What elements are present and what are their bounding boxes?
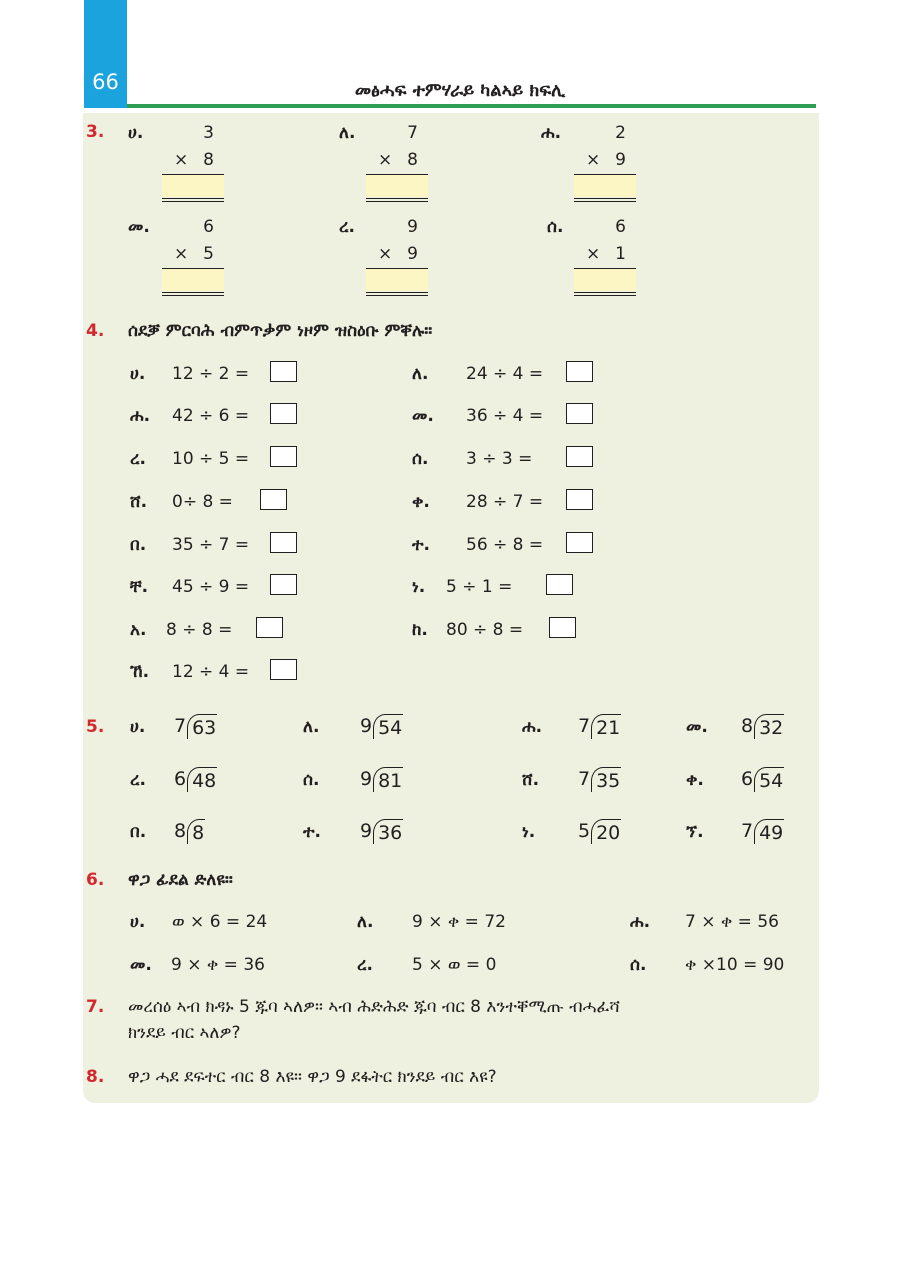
item-label: በ.: [130, 822, 147, 842]
long-division: [174, 764, 217, 794]
divisor: 7: [578, 715, 591, 737]
item-label: ረ.: [130, 449, 146, 469]
item-label: መ.: [412, 406, 434, 426]
long-division: [360, 816, 403, 846]
answer-box[interactable]: [270, 532, 297, 553]
answer-box[interactable]: [270, 574, 297, 595]
item-label: ኘ.: [686, 822, 704, 842]
item-label: ለ.: [303, 717, 320, 737]
item-label: ረ.: [130, 770, 146, 790]
multiplicand: 2: [615, 123, 626, 143]
dividend: 20: [591, 819, 621, 844]
dividend: 8: [187, 819, 205, 844]
item-label: ሐ.: [541, 123, 562, 143]
answer-box[interactable]: [270, 659, 297, 680]
divisor: 9: [360, 820, 373, 842]
item-label: ሀ.: [130, 717, 146, 737]
item-label: ነ.: [522, 822, 536, 842]
times-sign: ×: [378, 150, 393, 170]
long-division: [360, 711, 403, 741]
multiplication-item: [574, 123, 636, 203]
divisor: 7: [174, 715, 187, 737]
item-label: ቸ.: [130, 577, 149, 597]
dividend: 36: [373, 819, 403, 844]
question-number-8: 8.: [86, 1067, 105, 1087]
answer-box[interactable]: [260, 489, 287, 510]
item-label: ሀ.: [128, 123, 144, 143]
equation: 9 × ቀ = 36: [171, 955, 265, 975]
item-label: ሐ.: [522, 717, 543, 737]
question-instruction: ዋጋ ፊደል ድለዩ።: [128, 870, 233, 890]
division-expression: 36 ÷ 4 =: [466, 406, 544, 426]
multiplier: 1: [615, 244, 626, 264]
dividend: 63: [187, 714, 217, 739]
answer-box[interactable]: [270, 403, 297, 424]
item-label: ረ.: [357, 955, 373, 975]
item-label: አ.: [130, 620, 147, 640]
long-division: [578, 711, 621, 741]
long-division: [741, 816, 784, 846]
division-expression: 0÷ 8 =: [172, 492, 233, 512]
item-label: መ.: [686, 717, 708, 737]
division-expression: 24 ÷ 4 =: [466, 364, 544, 384]
division-expression: 8 ÷ 8 =: [166, 620, 233, 640]
multiplier: 9: [407, 244, 418, 264]
item-label: ኸ.: [130, 662, 150, 682]
division-expression: 12 ÷ 4 =: [172, 662, 250, 682]
item-label: ለ.: [357, 912, 374, 932]
item-label: ቀ.: [686, 770, 704, 790]
question-number-7: 7.: [86, 997, 105, 1017]
answer-box[interactable]: [256, 617, 283, 638]
item-label: ሰ.: [303, 770, 320, 790]
word-problem-line: ክንደይ ብር ኣለዎ?: [128, 1023, 241, 1043]
dividend: 32: [754, 714, 784, 739]
item-label: መ.: [128, 217, 150, 237]
item-label: ተ.: [303, 822, 321, 842]
divisor: 7: [578, 768, 591, 790]
question-instruction: ሰደቓ ምርባሕ ብምጥቃም ነዞም ዝስዕቡ ምቐሉ።: [128, 321, 433, 341]
item-label: መ.: [130, 955, 152, 975]
multiplicand: 7: [407, 123, 418, 143]
multiplicand: 9: [407, 217, 418, 237]
header-rule: [127, 104, 816, 108]
item-label: ነ.: [412, 577, 426, 597]
divisor: 5: [578, 820, 591, 842]
division-expression: 56 ÷ 8 =: [466, 535, 544, 555]
division-expression: 12 ÷ 2 =: [172, 364, 250, 384]
long-division: [578, 816, 621, 846]
multiplier: 8: [407, 150, 418, 170]
word-problem-line: መረሰዕ ኣብ ክዳኑ 5 ጁባ ኣለዎ። ኣብ ሕድሕድ ጁባ ብር 8 እንተቐሚጡ ብሓፈሻ: [128, 997, 620, 1017]
answer-field[interactable]: [366, 175, 428, 197]
division-expression: 45 ÷ 9 =: [172, 577, 250, 597]
divisor: 9: [360, 768, 373, 790]
answer-field[interactable]: [366, 269, 428, 291]
long-division: [360, 764, 403, 794]
answer-box[interactable]: [270, 361, 297, 382]
answer-field[interactable]: [574, 269, 636, 291]
equation: 5 × ወ = 0: [412, 955, 497, 975]
long-division: [741, 764, 784, 794]
page-number: 66: [92, 70, 119, 94]
answer-box[interactable]: [566, 489, 593, 510]
divisor: 8: [174, 820, 187, 842]
multiplier: 9: [615, 150, 626, 170]
dividend: 54: [373, 714, 403, 739]
item-label: ረ.: [339, 217, 355, 237]
word-problem: [128, 994, 620, 1046]
word-problem: ዋጋ ሓደ ደፍተር ብር 8 እዩ። ዋጋ 9 ደፋትር ክንደይ ብር እዩ?: [128, 1067, 497, 1087]
multiplication-item: [366, 123, 428, 203]
times-sign: ×: [174, 150, 189, 170]
multiplier: 8: [203, 150, 214, 170]
item-label: በ.: [130, 535, 147, 555]
answer-box[interactable]: [549, 617, 576, 638]
item-label: ተ.: [412, 535, 430, 555]
divisor: 9: [360, 715, 373, 737]
item-label: ከ.: [412, 620, 428, 640]
equation: 7 × ቀ = 56: [685, 912, 779, 932]
times-sign: ×: [174, 244, 189, 264]
item-label: ሀ.: [130, 364, 146, 384]
item-label: ሐ.: [130, 406, 151, 426]
answer-box[interactable]: [566, 532, 593, 553]
times-sign: ×: [586, 150, 601, 170]
question-number-5: 5.: [86, 717, 105, 737]
times-sign: ×: [378, 244, 393, 264]
item-label: ሀ.: [130, 912, 146, 932]
equation: 9 × ቀ = 72: [412, 912, 506, 932]
answer-field[interactable]: [162, 175, 224, 197]
multiplicand: 6: [203, 217, 214, 237]
question-number-6: 6.: [86, 870, 105, 890]
answer-box[interactable]: [566, 361, 593, 382]
dividend: 35: [591, 767, 621, 792]
answer-box[interactable]: [566, 403, 593, 424]
equation: ወ × 6 = 24: [172, 912, 268, 932]
dividend: 48: [187, 767, 217, 792]
page-title: መፅሓፍ ተምሃራይ ካልኣይ ክፍሊ: [354, 80, 566, 101]
item-label: ሰ.: [412, 449, 429, 469]
item-label: ሸ.: [130, 492, 148, 512]
multiplicand: 6: [615, 217, 626, 237]
answer-box[interactable]: [566, 446, 593, 467]
multiplication-item: [162, 123, 224, 203]
long-division: [174, 816, 205, 846]
dividend: 21: [591, 714, 621, 739]
division-expression: 42 ÷ 6 =: [172, 406, 250, 426]
dividend: 81: [373, 767, 403, 792]
dividend: 54: [754, 767, 784, 792]
division-expression: 3 ÷ 3 =: [466, 449, 533, 469]
equation: ቀ ×10 = 90: [685, 955, 785, 975]
long-division: [578, 764, 621, 794]
dividend: 49: [754, 819, 784, 844]
item-label: ለ.: [339, 123, 356, 143]
multiplier: 5: [203, 244, 214, 264]
division-expression: 80 ÷ 8 =: [446, 620, 524, 640]
item-label: ሰ.: [547, 217, 564, 237]
item-label: ሸ.: [522, 770, 540, 790]
divisor: 6: [741, 768, 754, 790]
item-label: ቀ.: [412, 492, 430, 512]
question-number-3: 3.: [86, 122, 105, 142]
multiplication-item: [162, 217, 224, 297]
answer-field[interactable]: [162, 269, 224, 291]
divisor: 8: [741, 715, 754, 737]
answer-box[interactable]: [546, 574, 573, 595]
divisor: 6: [174, 768, 187, 790]
division-expression: 5 ÷ 1 =: [446, 577, 513, 597]
question-number-4: 4.: [86, 321, 105, 341]
divisor: 7: [741, 820, 754, 842]
answer-box[interactable]: [270, 446, 297, 467]
item-label: ሐ.: [630, 912, 651, 932]
multiplicand: 3: [203, 123, 214, 143]
item-label: ሰ.: [630, 955, 647, 975]
multiplication-item: [574, 217, 636, 297]
times-sign: ×: [586, 244, 601, 264]
answer-field[interactable]: [574, 175, 636, 197]
multiplication-item: [366, 217, 428, 297]
item-label: ለ.: [412, 364, 429, 384]
division-expression: 10 ÷ 5 =: [172, 449, 250, 469]
long-division: [741, 711, 784, 741]
division-expression: 28 ÷ 7 =: [466, 492, 544, 512]
division-expression: 35 ÷ 7 =: [172, 535, 250, 555]
long-division: [174, 711, 217, 741]
